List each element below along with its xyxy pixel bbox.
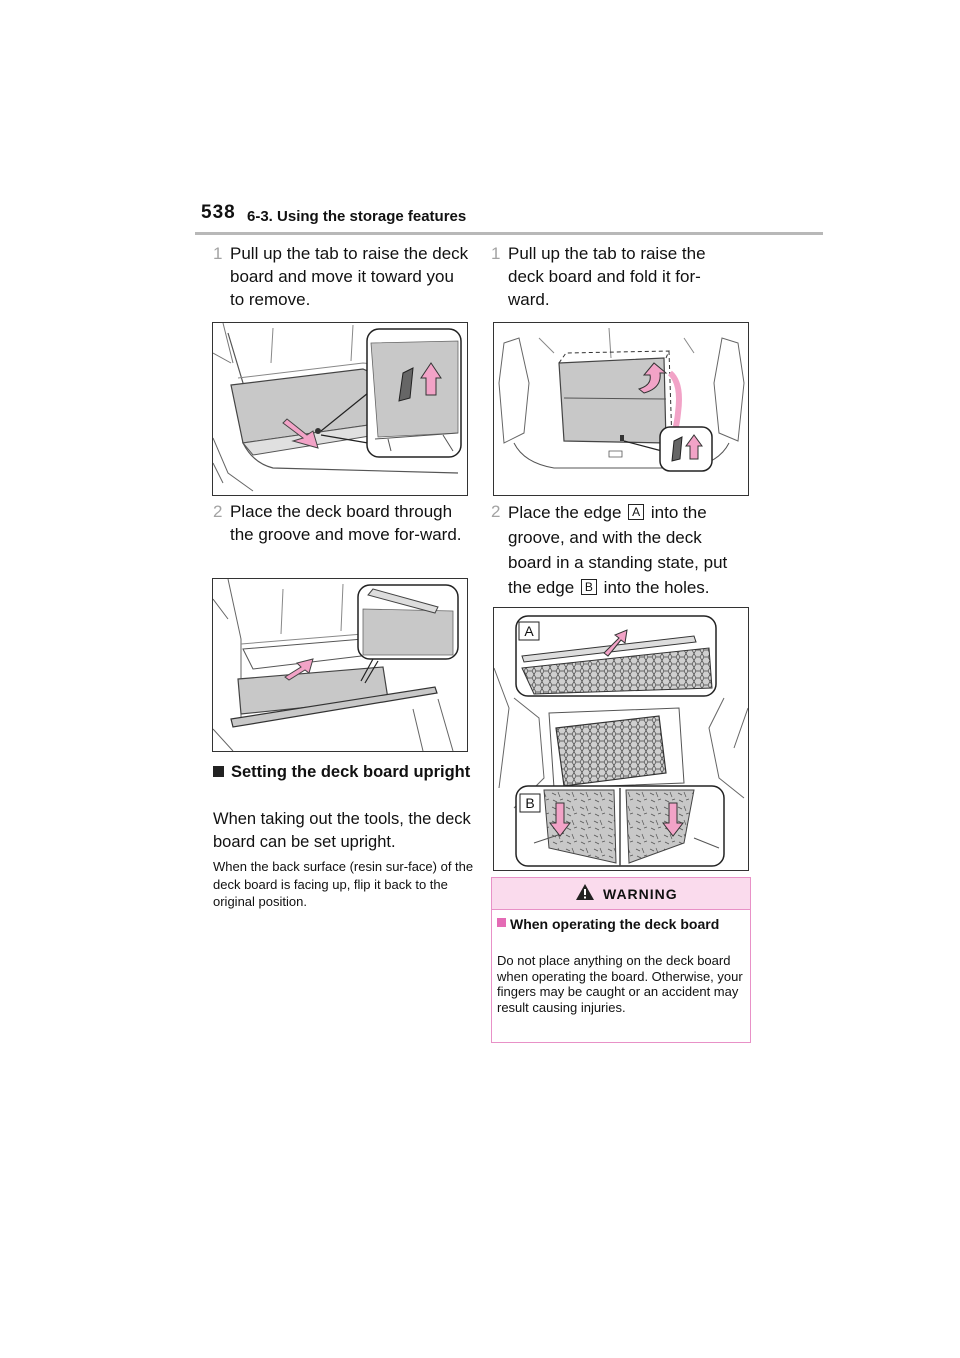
step-number: 1 [491,244,501,263]
header-rule [195,232,823,235]
right-step-2 [491,500,751,600]
warning-triangle-icon [575,883,595,901]
label-b: B [581,579,597,595]
section-title: 6-3. Using the storage features [247,208,467,225]
label-a: A [628,504,644,520]
step-text: Place the edge A into the groove, and with the deck board in a standing state, put the edge B into the holes. [508,503,728,597]
note-text: When the back surface (resin sur-face) of the deck board is facing up, flip it back to the original position. [213,859,474,909]
page-number: 538 [201,202,236,223]
left-step-1 [213,242,473,312]
bullet-square-icon [213,766,224,777]
step-number: 1 [213,244,223,263]
warning-header [492,878,750,910]
step-number: 2 [491,502,501,521]
step-text: Pull up the tab to raise the deck board and fold it for-ward. [508,244,706,309]
step-text: Pull up the tab to raise the deck board and move it toward you to remove. [230,244,469,309]
step-number: 2 [213,502,223,521]
figure-standing-state [493,607,749,871]
right-step-1 [491,242,751,312]
figure-label-a: A [524,623,534,639]
step-text: Place the deck board through the groove and move for-ward. [230,502,462,544]
warning-body: Do not place anything on the deck board when operating the board. Otherwise, your fingers may be caught or an accident may result causing injuries. [497,953,743,1015]
figure-fold-forward [493,322,749,496]
left-step-2 [213,500,473,570]
bullet-square-icon [497,918,506,927]
figure-label-b: B [525,795,535,811]
subheading-setting-upright: Setting the deck board upright [213,761,473,784]
warning-box: WARNING When operating the deck board Do not place anything on the deck board when operating the board. Otherwise, your fingers may be caught or an accident may result causing injuries. [491,877,751,1043]
figure-place-through-groove [212,578,468,752]
warning-title: WARNING [603,886,678,902]
figure-remove-deck-board [212,322,468,496]
body-text: When taking out the tools, the deck board can be set upright. [213,810,471,851]
